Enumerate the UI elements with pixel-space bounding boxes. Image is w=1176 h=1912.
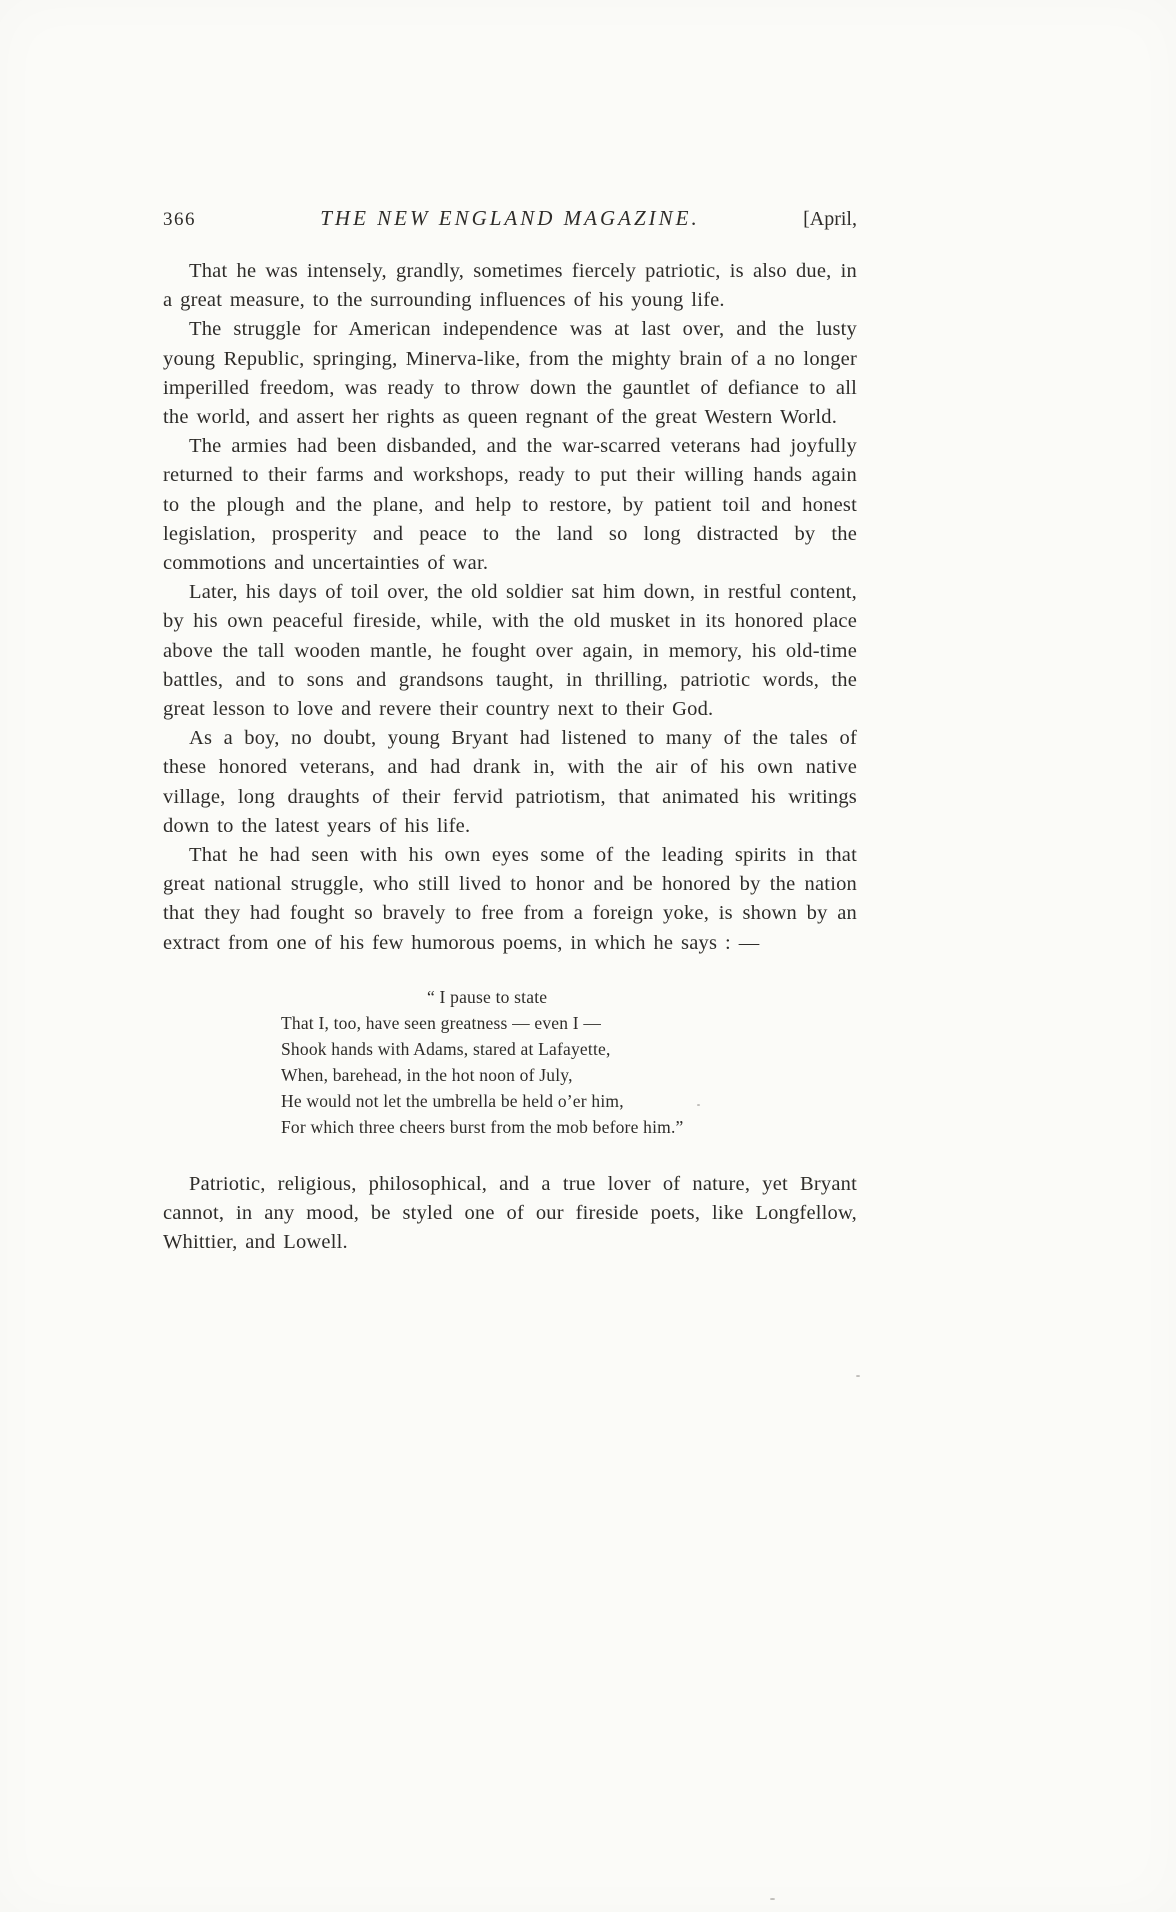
paragraph: That he had seen with his own eyes some of the leading spirits in that great national struggle, who still lived to honor and be honored by the nation that they had fought so bravely to free from a foreign yoke, is shown by an extract from one of his few humorous poems, in which he says : — xyxy=(163,844,857,954)
scan-artifact xyxy=(856,1375,860,1377)
paragraph: As a boy, no doubt, young Bryant had listened to many of the tales of these honored veterans, and had drank in, with the air of his own native village, long draughts of their fervid patriotism, that animated his writings down to the latest years of his life. xyxy=(163,727,857,837)
scan-artifact xyxy=(770,1898,775,1900)
scan-artifact xyxy=(697,1104,700,1106)
poem-line: For which three cheers burst from the mob before him.” xyxy=(281,1116,684,1137)
poem-line: When, barehead, in the hot noon of July, xyxy=(281,1064,573,1085)
article-body xyxy=(163,257,857,1257)
closing-paragraph: Patriotic, religious, philosophical, and a true lover of nature, yet Bryant cannot, in any mood, be styled one of our fireside poets, like Longfellow, Whittier, and Lowell. xyxy=(163,1172,857,1254)
paragraph: The armies had been disbanded, and the war-scarred veterans had joyfully returned to their farms and workshops, ready to put their willing hands again to the plough and the plane, and help to restore, by patient toil and honest legislation, prosperity and peace to the land so long distracted by the commotions and uncertainties of war. xyxy=(163,435,857,575)
paragraph: The struggle for American independence was at last over, and the lusty young Republic, springing, Minerva-like, from the mighty brain of a no longer imperilled freedom, was ready to throw down the gauntlet of defiance to all the world, and assert her rights as queen regnant of the great Western World. xyxy=(163,318,857,429)
poem-line: “ I pause to state xyxy=(427,986,548,1007)
paragraph: That he was intensely, grandly, sometimes fiercely patriotic, is also due, in a great measure, to the surrounding influences of his young life. xyxy=(163,260,857,312)
poem-extract xyxy=(281,984,857,1140)
magazine-title: THE NEW ENGLAND MAGAZINE. xyxy=(320,206,700,230)
page-number: 366 xyxy=(163,209,196,230)
page-content xyxy=(163,206,857,1257)
poem-line: Shook hands with Adams, stared at Lafayette, xyxy=(281,1038,611,1059)
poem-line: He would not let the umbrella be held o’er him, xyxy=(281,1090,624,1111)
issue-date: [April, xyxy=(803,208,857,230)
paragraph: Later, his days of toil over, the old soldier sat him down, in restful content, by his own peaceful fireside, while, with the old musket in its honored place above the tall wooden mantle, he fought over again, in memory, his old-time battles, and to sons and grandsons taught, in thrilling, patriotic words, the great lesson to love and revere their country next to their God. xyxy=(163,581,857,721)
poem-line: That I, too, have seen greatness — even I — xyxy=(281,1012,602,1033)
running-header xyxy=(163,206,857,231)
